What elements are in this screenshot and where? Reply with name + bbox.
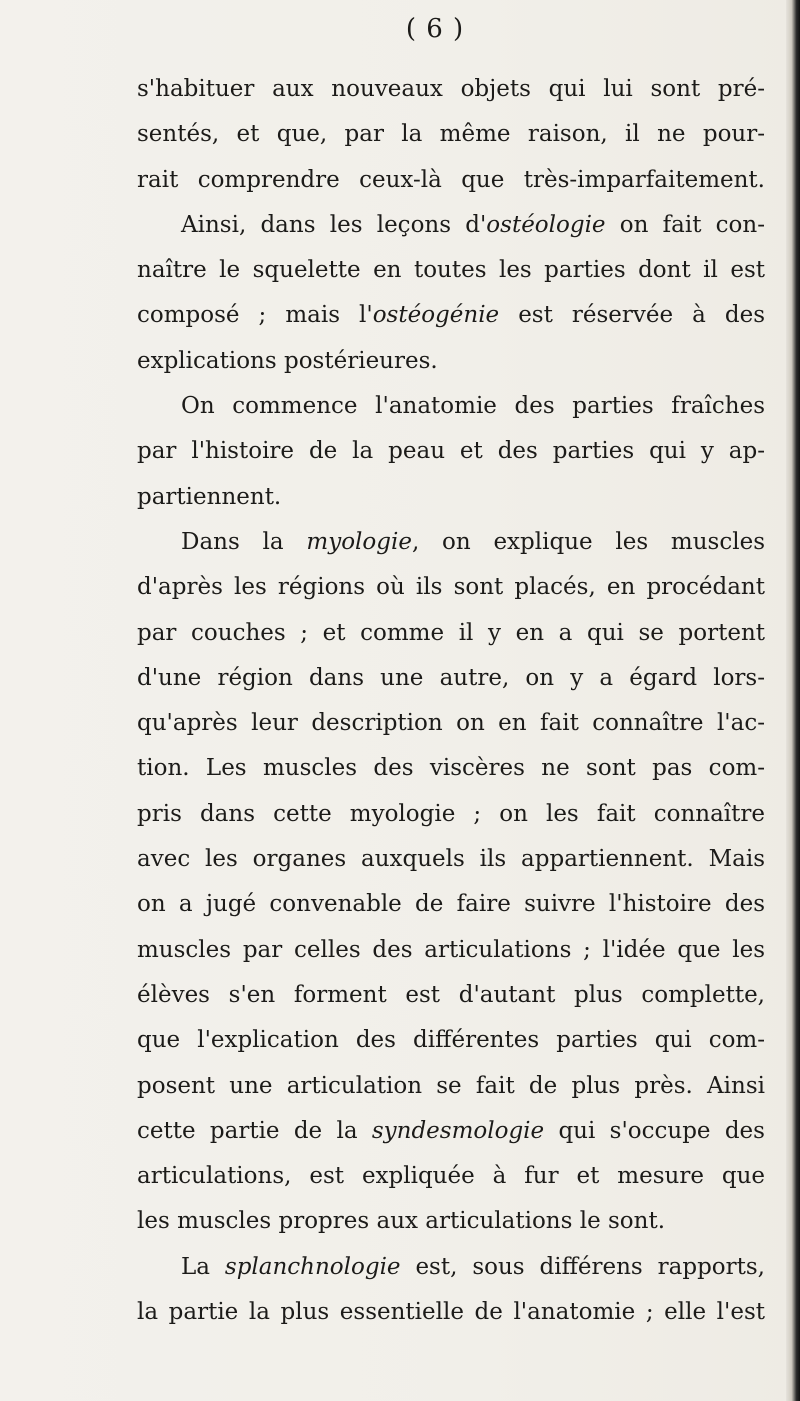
text-line: on a jugé convenable de faire suivre l'histoire des <box>137 891 765 918</box>
italic-term: ostéogénie <box>372 302 500 329</box>
text-line: naître le squelette en toutes les parties dont il est <box>137 257 765 284</box>
italic-term: ostéologie <box>486 211 606 238</box>
text-line <box>137 203 765 248</box>
text-line: sentés, et que, par la même raison, il ne pour- <box>137 121 765 148</box>
text-segment: est, sous différens rapports, <box>400 1253 765 1280</box>
text-line: d'après les régions où ils sont placés, en procédant <box>137 574 765 601</box>
text-segment: on fait con- <box>605 211 765 238</box>
body-text <box>137 67 765 1335</box>
text-line <box>137 1245 765 1290</box>
text-line: pris dans cette myologie ; on les fait connaître <box>137 800 765 827</box>
text-line: par couches ; et comme il y en a qui se portent <box>137 619 765 646</box>
text-line: élèves s'en forment est d'autant plus complette, <box>137 981 765 1008</box>
page-number: ( 6 ) <box>405 14 465 44</box>
text-segment: qui s'occupe des <box>544 1117 765 1144</box>
text-line: muscles par celles des articulations ; l'idée que les <box>137 936 765 963</box>
italic-term: myologie <box>306 528 412 555</box>
text-line: les muscles propres aux articulations le sont. <box>137 1208 666 1235</box>
text-segment: est réservée à des <box>499 302 765 329</box>
text-line <box>137 520 765 565</box>
text-line: qu'après leur description on en fait connaître l'ac- <box>137 710 765 737</box>
text-line: explications postérieures. <box>137 347 438 374</box>
text-line: On commence l'anatomie des parties fraîches <box>181 393 765 420</box>
text-line: avec les organes auxquels ils appartiennent. Mais <box>137 846 765 873</box>
text-line <box>137 293 765 338</box>
text-line: rait comprendre ceux-là que très-imparfaitement. <box>137 166 765 193</box>
italic-term: splanchnologie <box>224 1253 401 1280</box>
text-line <box>137 1109 765 1154</box>
italic-term: syndesmologie <box>371 1117 545 1144</box>
text-line: la partie la plus essentielle de l'anatomie ; elle l'est <box>137 1299 765 1326</box>
text-segment: composé ; mais l' <box>137 302 373 329</box>
text-segment: , on explique les muscles <box>411 528 765 555</box>
text-line: partiennent. <box>137 483 282 510</box>
text-line: que l'explication des différentes parties qui com- <box>137 1027 765 1054</box>
text-segment: La <box>181 1253 225 1280</box>
text-line: tion. Les muscles des viscères ne sont pas com- <box>137 755 765 782</box>
text-segment: cette partie de la <box>137 1117 372 1144</box>
text-line: par l'histoire de la peau et des parties qui y ap- <box>137 438 765 465</box>
text-line: s'habituer aux nouveaux objets qui lui sont pré- <box>137 76 765 102</box>
book-spine-edge <box>786 0 800 1401</box>
text-segment: Ainsi, dans les leçons d' <box>181 211 487 238</box>
text-line: articulations, est expliquée à fur et mesure que <box>137 1163 765 1190</box>
text-line: posent une articulation se fait de plus près. Ainsi <box>137 1072 765 1099</box>
text-segment: Dans la <box>181 528 307 555</box>
text-line: d'une région dans une autre, on y a égard lors- <box>137 664 765 691</box>
